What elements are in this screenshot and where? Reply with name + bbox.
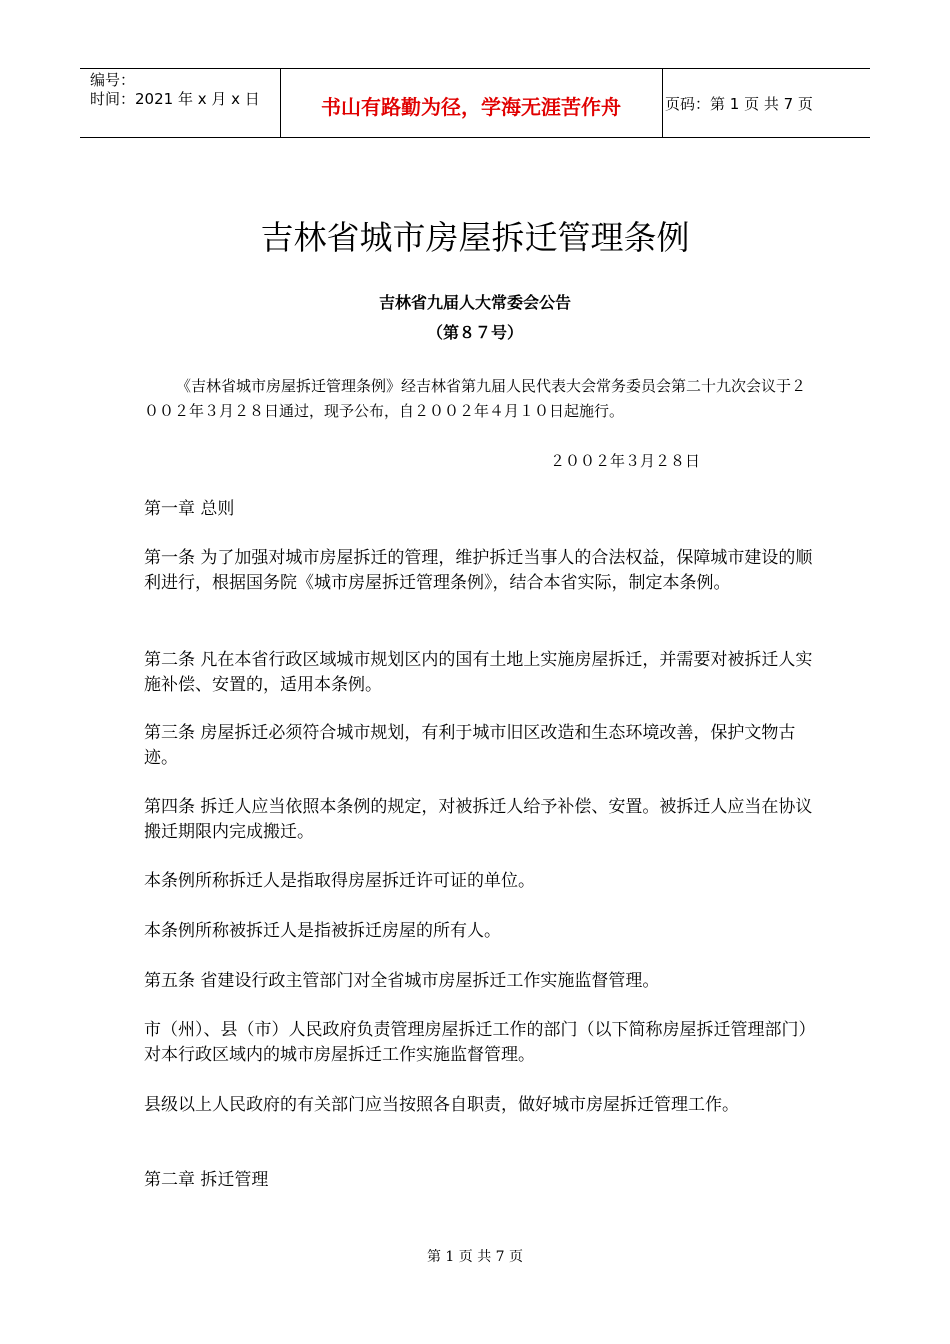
page-footer: 第 1 页 共 7 页 xyxy=(426,1249,524,1265)
document-subtitle: 吉林省九届人大常委会公告 xyxy=(378,293,571,312)
document-title: 吉林省城市房屋拆迁管理条例 xyxy=(260,218,690,257)
chapter-heading: 第二章 拆迁管理 xyxy=(144,1170,269,1190)
chapter-heading: 第一章 总则 xyxy=(144,499,235,519)
article-paragraph: 县级以上人民政府的有关部门应当按照各自职责，做好城市房屋拆迁管理工作。 xyxy=(144,1095,739,1115)
article-paragraph: 市（州）、县（市）人民政府负责管理房屋拆迁工作的部门（以下简称房屋拆迁管理部门）对本行政区域内的城市房屋拆迁工作实施监督管理。 xyxy=(144,1020,816,1065)
announcement-number: （第８７号） xyxy=(426,323,523,342)
intro-paragraph: 《吉林省城市房屋拆迁管理条例》经吉林省第九届人民代表大会常务委员会第二十九次会议于２００２年３月２８日通过，现予公布，自２００２年４月１０日起施行。 xyxy=(144,377,807,420)
article-paragraph: 第五条 省建设行政主管部门对全省城市房屋拆迁工作实施监督管理。 xyxy=(144,971,660,991)
header-page-info: 页码：第 1 页 共 7 页 xyxy=(665,95,813,113)
article-paragraph: 第二条 凡在本省行政区域城市规划区内的国有土地上实施房屋拆迁，并需要对被拆迁人实施补偿、安置的，适用本条例。 xyxy=(144,650,813,695)
time-label: 时间：2021 年 x 月 x 日 xyxy=(90,90,260,108)
definition-paragraph: 本条例所称被拆迁人是指被拆迁房屋的所有人。 xyxy=(144,921,501,941)
article-paragraph: 第一条 为了加强对城市房屋拆迁的管理，维护拆迁当事人的合法权益，保障城市建设的顺利进行，根据国务院《城市房屋拆迁管理条例》，结合本省实际，制定本条例。 xyxy=(144,548,813,593)
article-paragraph: 第三条 房屋拆迁必须符合城市规划，有利于城市旧区改造和生态环境改善，保护文物古迹。 xyxy=(144,723,796,768)
header-left-cell xyxy=(90,71,260,109)
header-table xyxy=(80,68,870,138)
number-label: 编号： xyxy=(90,71,136,89)
announcement-date: ２００２年３月２８日 xyxy=(550,452,701,470)
article-paragraph: 第四条 拆迁人应当依照本条例的规定，对被拆迁人给予补偿、安置。被拆迁人应当在协议搬迁期限内完成搬迁。 xyxy=(144,797,813,842)
definition-paragraph: 本条例所称拆迁人是指取得房屋拆迁许可证的单位。 xyxy=(144,871,535,891)
header-divider xyxy=(662,69,663,137)
header-motto: 书山有路勤为径，学海无涯苦作舟 xyxy=(321,95,621,119)
